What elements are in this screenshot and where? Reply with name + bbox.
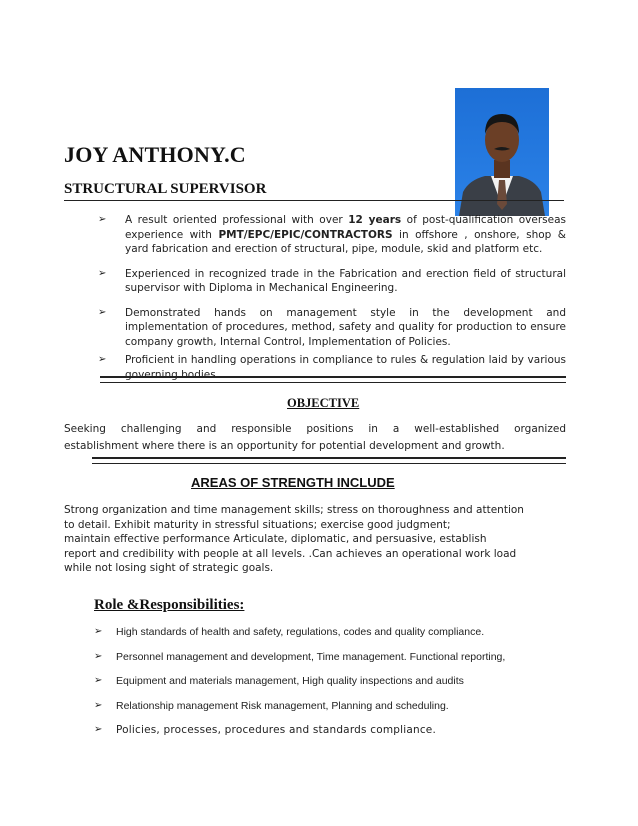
summary-item — [98, 267, 566, 296]
bullet-arrow-icon: ➢ — [98, 354, 107, 365]
summary-item-text: Demonstrated hands on management style in the development and implementation of procedures, method, safety and quality for production to ensure company growth, Internal Control, Implementation of Policies. — [125, 306, 566, 348]
role-item — [94, 700, 564, 725]
roles-list — [94, 626, 564, 749]
strengths-text — [64, 503, 566, 576]
section-divider — [100, 376, 566, 383]
role-item — [94, 724, 564, 749]
bullet-arrow-icon: ➢ — [94, 650, 103, 662]
role-item — [94, 626, 564, 651]
summary-text-part: in offshore , onshore, shop & yard fabrication and erection of structural, pipe, module, skid and platform etc. — [125, 228, 566, 255]
bullet-arrow-icon: ➢ — [98, 214, 107, 225]
portrait-photo — [455, 88, 549, 216]
role-item-text: High standards of health and safety, regulations, codes and quality compliance. — [116, 626, 485, 638]
roles-heading: Role &Responsibilities: — [94, 597, 245, 613]
role-item-text: Personnel management and development, Time management. Functional reporting, — [116, 650, 506, 663]
job-title: STRUCTURAL SUPERVISOR — [64, 181, 267, 197]
bullet-arrow-icon: ➢ — [94, 626, 103, 637]
summary-item — [98, 213, 566, 257]
bullet-arrow-icon: ➢ — [94, 724, 103, 735]
bullet-arrow-icon: ➢ — [98, 306, 107, 318]
person-photo-icon — [455, 88, 549, 216]
bullet-arrow-icon: ➢ — [94, 675, 103, 686]
objective-line: establishment where there is an opportunity for potential development and growth. — [64, 440, 505, 452]
summary-item — [98, 306, 566, 350]
objective-text — [64, 421, 566, 455]
summary-item-text — [125, 214, 566, 255]
strengths-line: maintain effective performance Articulate, diplomatic, and persuasive, establish — [64, 533, 487, 546]
role-item — [94, 675, 564, 700]
summary-highlight: PMT/EPC/EPIC/CONTRACTORS — [218, 228, 393, 241]
section-divider — [92, 457, 566, 464]
role-item — [94, 651, 564, 676]
role-item-text: Policies, processes, procedures and standards compliance. — [116, 724, 437, 736]
summary-text-part: of post-qualification overseas experience with — [125, 214, 566, 241]
objective-line: Seeking challenging and responsible positions in a well-established organized — [64, 423, 566, 435]
bullet-arrow-icon: ➢ — [94, 699, 103, 711]
header-divider — [64, 200, 564, 201]
strengths-line: report and credibility with people at all levels. .Can achieves an operational work load — [64, 547, 517, 560]
objective-heading: OBJECTIVE — [287, 396, 360, 410]
candidate-name: JOY ANTHONY.C — [64, 142, 246, 167]
summary-list — [98, 213, 566, 382]
role-item-text: Equipment and materials management, High quality inspections and audits — [116, 675, 464, 687]
strengths-line: Strong organization and time management skills; stress on thoroughness and attention — [64, 504, 524, 516]
summary-item-text: Experienced in recognized trade in the Fabrication and erection field of structural supervisor with Diploma in Mechanical Engineering. — [125, 267, 566, 294]
strengths-line: to detail. Exhibit maturity in stressful situations; exercise good judgment; — [64, 518, 451, 531]
role-item-text: Relationship management Risk management, Planning and scheduling. — [116, 699, 449, 712]
summary-highlight: 12 years — [348, 214, 402, 226]
bullet-arrow-icon: ➢ — [98, 267, 107, 279]
summary-item-text: Proficient in handling operations in compliance to rules & regulation laid by various governing bodies. — [125, 354, 566, 381]
summary-text-part: A result oriented professional with over — [125, 214, 349, 226]
strengths-heading: AREAS OF STRENGTH INCLUDE — [191, 475, 395, 490]
strengths-line: while not losing sight of strategic goals. — [64, 562, 274, 575]
